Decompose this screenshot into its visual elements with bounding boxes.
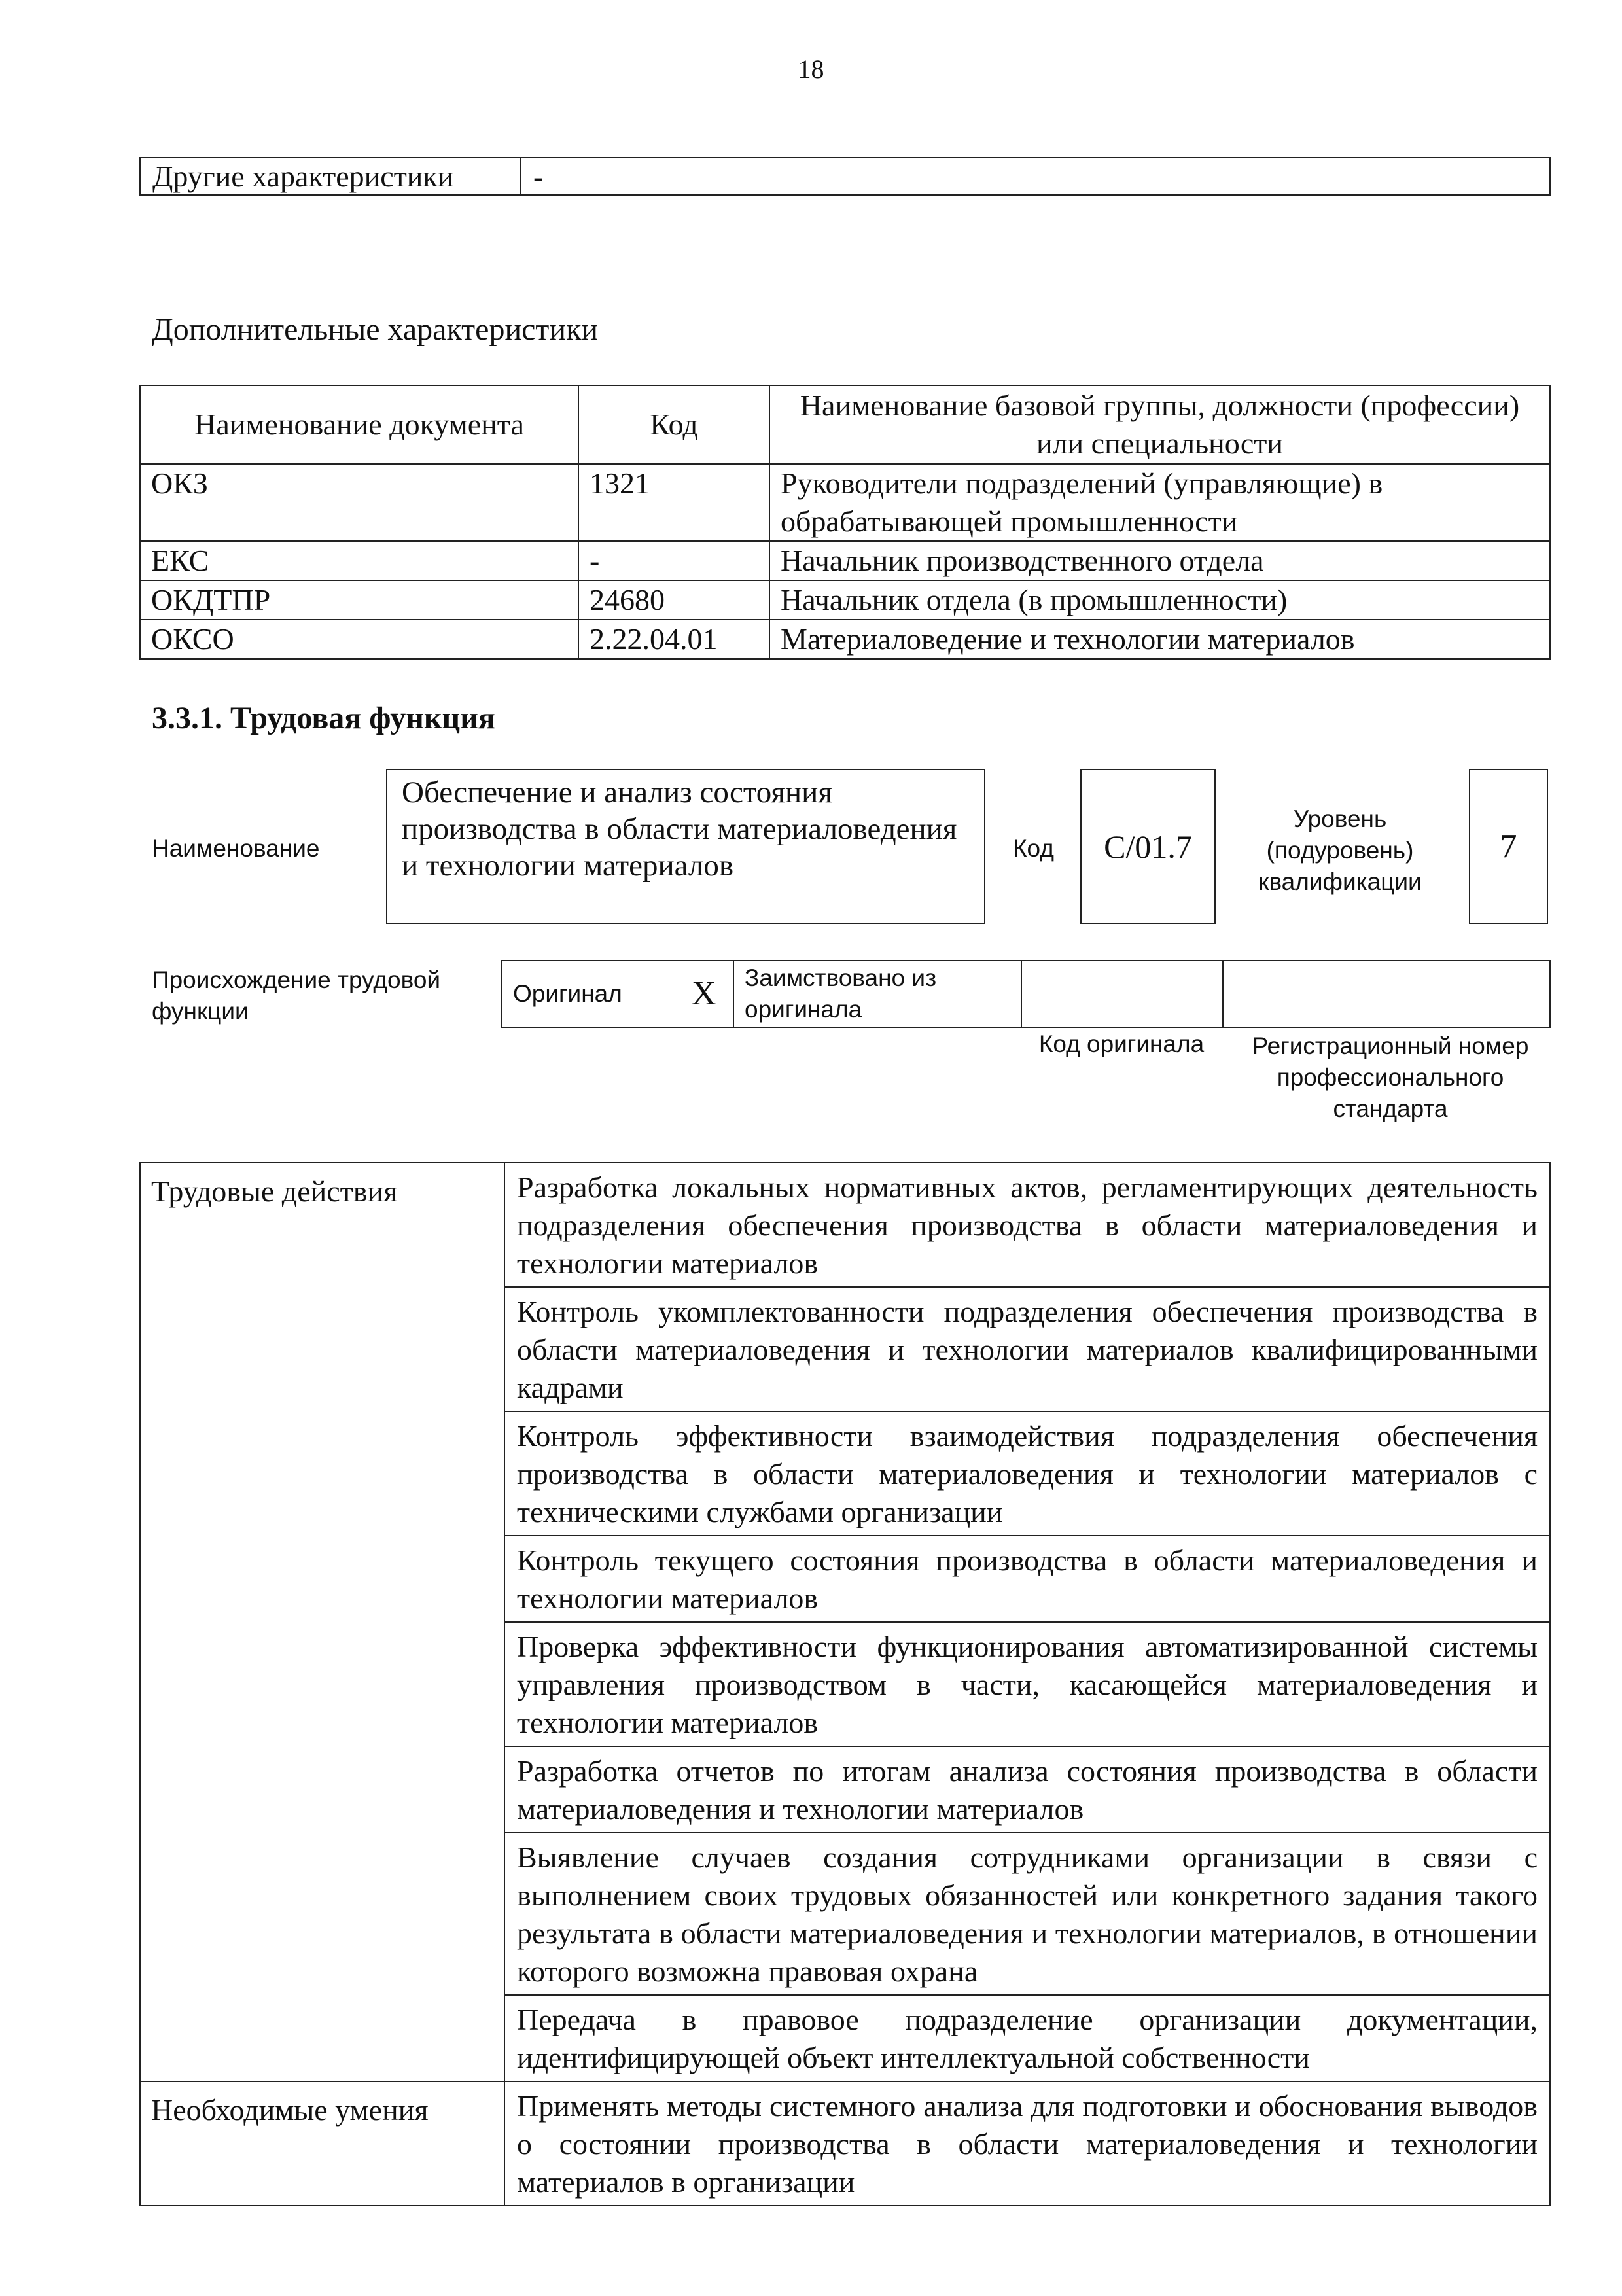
header-code: Код [578, 385, 769, 464]
table-row [140, 541, 1550, 580]
row-code: 1321 [578, 464, 769, 541]
function-code-value: C/01.7 [1104, 828, 1192, 865]
other-characteristics-table [139, 157, 1551, 196]
original-mark: X [692, 961, 733, 1027]
origin-label: Происхождение трудовой функции [152, 966, 441, 1025]
row-code: - [578, 541, 769, 580]
original-label: Оригинал [502, 961, 692, 1027]
table-row [140, 2081, 1550, 2206]
row-doc: ОКСО [140, 620, 578, 659]
row-doc: ОКЗ [140, 464, 578, 541]
function-code-box [1080, 769, 1216, 924]
row-code: 24680 [578, 580, 769, 620]
action-item: Разработка локальных нормативных актов, регламентирующих деятельность подразделения обеспечения производства в области материаловедения и технологии материалов [504, 1163, 1550, 1287]
action-item: Контроль эффективности взаимодействия подразделения обеспечения производства в области материаловедения и технологии материалов с техническими службами организации [504, 1411, 1550, 1536]
header-base-group: Наименование базовой группы, должности (профессии) или специальности [769, 385, 1550, 464]
reg-number-cell [1223, 961, 1550, 1027]
table-row [140, 580, 1550, 620]
other-characteristics-value: - [521, 158, 1550, 195]
code-label: Код [1013, 835, 1054, 862]
header-document: Наименование документа [140, 385, 578, 464]
action-item: Проверка эффективности функционирования автоматизированной системы управления производством в части, касающейся материаловедения и технологии материалов [504, 1622, 1550, 1746]
action-item: Передача в правовое подразделение организации документации, идентифицирующей объект интеллектуальной собственности [504, 1995, 1550, 2081]
additional-characteristics-title: Дополнительные характеристики [152, 312, 599, 347]
action-item: Контроль укомплектованности подразделения обеспечения производства в области материаловедения и технологии материалов квалифицированными кадрами [504, 1287, 1550, 1411]
name-label: Наименование [152, 835, 320, 862]
other-characteristics-label: Другие характеристики [140, 158, 521, 195]
origin-table [501, 960, 1551, 1028]
row-name: Начальник отдела (в промышленности) [769, 580, 1550, 620]
actions-label: Трудовые действия [140, 1163, 504, 2081]
reg-number-label: Регистрационный номер профессионального стандарта [1252, 1033, 1529, 1122]
function-name-value: Обеспечение и анализ состояния производства в области материаловедения и технологии материалов [402, 775, 957, 883]
row-name: Руководители подразделений (управляющие) в обрабатывающей промышленности [769, 464, 1550, 541]
row-name: Материаловедение и технологии материалов [769, 620, 1550, 659]
function-name-box [386, 769, 985, 924]
table-header-row [140, 385, 1550, 464]
labor-function-heading: 3.3.1. Трудовая функция [152, 701, 495, 735]
labor-actions-table [139, 1162, 1551, 2206]
code-original-cell [1021, 961, 1223, 1027]
table-row [140, 1163, 1550, 1287]
row-doc: ЕКС [140, 541, 578, 580]
action-item: Разработка отчетов по итогам анализа состояния производства в области материаловедения и технологии материалов [504, 1746, 1550, 1833]
skills-label: Необходимые умения [140, 2081, 504, 2206]
skill-item: Применять методы системного анализа для подготовки и обоснования выводов о состоянии производства в области материаловедения и технологии материалов в организации [504, 2081, 1550, 2206]
code-original-label: Код оригинала [1038, 1031, 1205, 1057]
row-code: 2.22.04.01 [578, 620, 769, 659]
level-label: Уровень (подуровень) квалификации [1258, 805, 1422, 895]
row-doc: ОКДТПР [140, 580, 578, 620]
row-name: Начальник производственного отдела [769, 541, 1550, 580]
table-row [140, 464, 1550, 541]
level-value: 7 [1500, 828, 1517, 865]
action-item: Выявление случаев создания сотрудниками организации в связи с выполнением своих трудовых обязанностей или конкретного задания такого результата в области материаловедения и технологии материалов, в отношении которого возможна правовая охрана [504, 1833, 1550, 1995]
action-item: Контроль текущего состояния производства в области материаловедения и технологии материалов [504, 1536, 1550, 1622]
page-number: 18 [798, 54, 824, 84]
level-box [1469, 769, 1548, 924]
table-row [140, 620, 1550, 659]
additional-characteristics-table [139, 385, 1551, 660]
borrowed-label: Заимствовано из оригинала [733, 961, 1021, 1027]
